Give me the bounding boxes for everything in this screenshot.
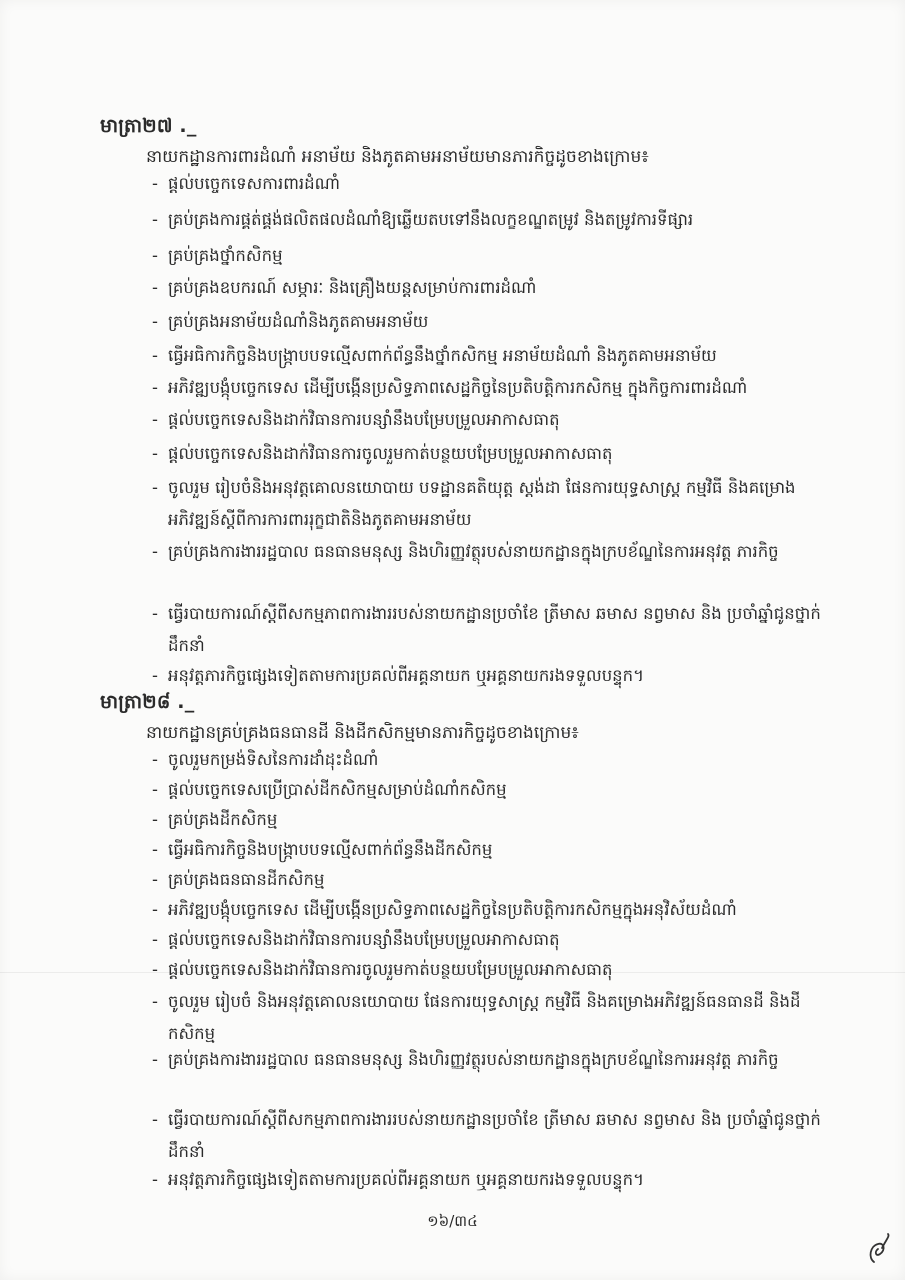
article-27-intro: នាយកដ្ឋានការពារដំណាំ អនាម័យ និងភូតគាមអនាម័យមានភារកិច្ចដូចខាងក្រោម៖ <box>146 147 649 167</box>
list-item: - អនុវត្តភារកិច្ចផ្សេងទៀតតាមការប្រគល់ពីអគ្គនាយក ឬអគ្គនាយករងទទួលបន្ទុក។ <box>152 1170 644 1189</box>
list-item: - ផ្តល់បច្ចេកទេសនិងដាក់វិធានការចូលរួមកាត់បន្ថយបម្រែបម្រួលអាកាសធាតុ <box>152 444 613 463</box>
list-item: - គ្រប់គ្រងអនាម័យដំណាំនិងភូតគាមអនាម័យ <box>152 312 429 331</box>
list-item: - គ្រប់គ្រងការផ្គត់ផ្គង់ផលិតផលដំណាំឱ្យឆ្លើយតបទៅនឹងលក្ខខណ្ឌតម្រូវ និងតម្រូវការទីផ្សារ <box>152 210 694 229</box>
list-item: - ចូលរួមកម្រង់ទិសនៃការដាំដុះដំណាំ <box>152 750 379 769</box>
list-item: - ធ្វើរបាយការណ៍ស្តីពីសកម្មភាពការងាររបស់នាយកដ្ឋានប្រចាំខែ ត្រីមាស ឆមាស នព្វមាស និង ប្រចាំឆ្នាំជូនថ្នាក់ដឹកនាំ <box>152 1110 821 1161</box>
article-27-heading: មាត្រា២៧ ._ <box>100 115 197 137</box>
list-item: - អភិវឌ្ឍបង្កុំបច្ចេកទេស ដើម្បីបង្កើនប្រសិទ្ធភាពសេដ្ឋកិច្ចនៃប្រតិបត្តិការកសិកម្ម ក្នុងកិច្ចការពារដំណាំ <box>152 378 748 397</box>
list-item: - អភិវឌ្ឍបង្កុំបច្ចេកទេស ដើម្បីបង្កើនប្រសិទ្ធភាពសេដ្ឋកិច្ចនៃប្រតិបត្តិការកសិកម្មក្នុងអនុវិស័យដំណាំ <box>152 900 737 919</box>
list-item: - ផ្តល់បច្ចេកទេសនិងដាក់វិធានការបន្សាំនឹងបម្រែបម្រួលអាកាសធាតុ <box>152 410 560 429</box>
list-item: - ធ្វើអធិការកិច្ចនិងបង្ក្រាបបទល្មើសពាក់ព័ន្ធនឹងថ្នាំកសិកម្ម អនាម័យដំណាំ និងភូតគាមអនាម័យ <box>152 346 717 365</box>
list-item: - គ្រប់គ្រងថ្នាំកសិកម្ម <box>152 246 283 265</box>
list-item: - ចូលរួម រៀបចំនិងអនុវត្តគោលនយោបាយ បទដ្ឋានគតិយុត្ត ស្តង់ដា ផែនការយុទ្ធសាស្ត្រ កម្មវិធី និងគម្រោងអភិវឌ្ឍន៍ស្តីពីការការពាររុក្ខជាតិនិងភូតគាមអនាម័យ <box>152 478 796 529</box>
list-item: - ផ្តល់បច្ចេកទេសប្រើប្រាស់ដីកសិកម្មសម្រាប់ដំណាំកសិកម្ម <box>152 780 507 799</box>
list-item: - ផ្តល់បច្ចេកទេសនិងដាក់វិធានការបន្សាំនឹងបម្រែបម្រួលអាកាសធាតុ <box>152 930 560 949</box>
list-item: - ផ្តល់បច្ចេកទេសនិងដាក់វិធានការចូលរួមកាត់បន្ថយបម្រែបម្រួលអាកាសធាតុ <box>152 960 613 979</box>
list-item: - គ្រប់គ្រងឧបករណ៍ សម្ភារៈ និងគ្រឿងយន្តសម្រាប់ការពារដំណាំ <box>152 278 537 297</box>
list-item: - អនុវត្តភារកិច្ចផ្សេងទៀតតាមការប្រគល់ពីអគ្គនាយក ឬអគ្គនាយករងទទួលបន្ទុក។ <box>152 666 644 685</box>
list-item: - គ្រប់គ្រងការងាររដ្ឋបាល ធនធានមនុស្ស និងហិរញ្ញវត្ថុរបស់នាយកដ្ឋានក្នុងក្របខ័ណ្ឌនៃការអនុវត្ត ភារកិច្ច <box>152 1050 779 1069</box>
handwritten-initial-mark <box>866 1232 894 1266</box>
list-item: - គ្រប់គ្រងធនធានដីកសិកម្ម <box>152 870 325 889</box>
article-28-intro: នាយកដ្ឋានគ្រប់គ្រងធនធានដី និងដីកសិកម្មមានភារកិច្ចដូចខាងក្រោម៖ <box>146 723 579 743</box>
list-item: - ចូលរួម រៀបចំ និងអនុវត្តគោលនយោបាយ ផែនការយុទ្ធសាស្ត្រ កម្មវិធី និងគម្រោងអភិវឌ្ឍន៍ធនធានដី និងដីកសិកម្ម <box>152 992 801 1043</box>
list-item: - ធ្វើរបាយការណ៍ស្តីពីសកម្មភាពការងាររបស់នាយកដ្ឋានប្រចាំខែ ត្រីមាស ឆមាស នព្វមាស និង ប្រចាំឆ្នាំជូនថ្នាក់ដឹកនាំ <box>152 604 821 655</box>
list-item: - គ្រប់គ្រងការងាររដ្ឋបាល ធនធានមនុស្ស និងហិរញ្ញវត្ថុរបស់នាយកដ្ឋានក្នុងក្របខ័ណ្ឌនៃការអនុវត្ត ភារកិច្ច <box>152 542 779 561</box>
article-28-heading: មាត្រា២៨ ._ <box>100 691 195 713</box>
list-item: - ផ្តល់បច្ចេកទេសការពារដំណាំ <box>152 174 341 193</box>
list-item: - ធ្វើអធិការកិច្ចនិងបង្ក្រាបបទល្មើសពាក់ព័ន្ធនឹងដីកសិកម្ម <box>152 840 493 859</box>
list-item: - គ្រប់គ្រងដីកសិកម្ម <box>152 810 278 829</box>
page-number: ១៦/៣៤ <box>427 1212 478 1230</box>
